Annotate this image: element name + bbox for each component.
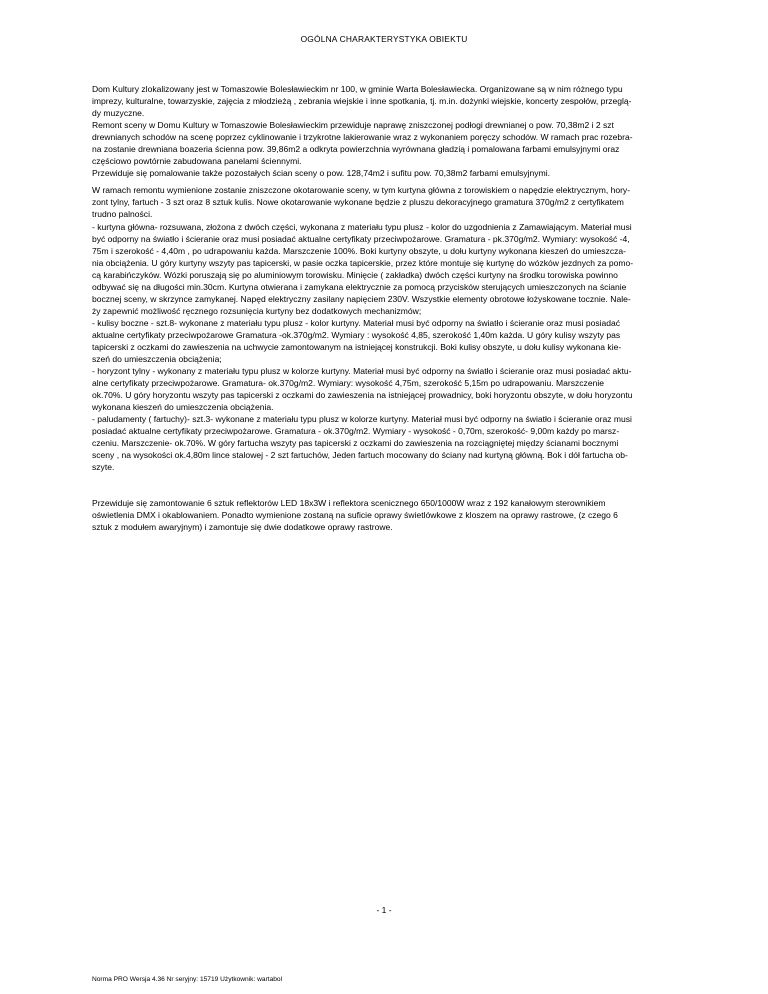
text-line: ży zapewnić możliwość ręcznego rozsunięcia kurtyny bez dodatkowych mechanizmów;: [92, 305, 422, 316]
text-line: 75m i szerokość - 4,40m , po udrapowaniu każda. Marszczenie 100%. Boki kurtyny obszyte, u dołu kurtyny wykonana kieszeń do umieszcza-: [92, 245, 626, 256]
text-line: drewnianych schodów na scenę poprzez cyklinowanie i trzykrotne lakierowanie wraz z wykonaniem poręczy schodów. W ramach prac rozebra-: [92, 132, 633, 143]
text-line: ok.70%. U góry horyzontu wszyty pas tapicerski z oczkami do zawieszenia na istniejącej prowadnicy, boki horyzontu obszyte, w dołu horyzontu: [92, 390, 633, 401]
text-line: czeniu. Marszczenie- ok.70%. W góry fartucha wszyty pas tapicerski z oczkami do zawieszenia na rozciągniętej między ścianami bocznymi: [92, 438, 619, 449]
text-line: sceny , na wysokości ok.4,80m lince stalowej - 2 szt fartuchów, Jeden fartuch mocowany do ściany nad kurtyną główną. Bok i dół fartucha ob-: [92, 450, 628, 461]
text-line: W ramach remontu wymienione zostanie zniszczone okotarowanie sceny, w tym kurtyna główna z torowiskiem o napędzie elektrycznym, hory-: [92, 185, 631, 196]
text-line: być odporny na światło i ścieranie oraz musi posiadać aktualne certyfikaty przeciwpożarowe. Gramatura - pk.370g/m2. Wymiary: wysokość -4,: [92, 233, 630, 244]
text-line: - kurtyna główna- rozsuwana, złożona z dwóch części, wykonana z materiału typu plusz - kolor do uzgodnienia z Zamawiającym. Materiał musi: [92, 221, 632, 232]
text-line: szyte.: [92, 462, 115, 473]
paragraph-overview: [92, 83, 706, 179]
text-line: sztuk z modułem awaryjnym) i zamontuje się dwie dodatkowe oprawy rastrowe.: [92, 521, 393, 532]
text-line: aktualne certyfikaty przeciwpożarowe Gramatura -ok.370g/m2. Wymiary : wysokość 4,85, szerokość 1,40m każda. U góry kulisy wszyty pas: [92, 329, 621, 340]
text-line: Remont sceny w Domu Kultury w Tomaszowie Bolesławieckim przewiduje naprawę zniszczonej podłogi drewnianej o pow. 70,38m2 i 2 szt: [92, 120, 614, 131]
page-title: OGÓLNA CHARAKTERYSTYKA OBIEKTU: [300, 34, 468, 44]
text-line: częściowo powtórnie zabudowana panelami ściennymi.: [92, 156, 302, 167]
text-line: bocznej sceny, w skrzynce zamykanej. Napęd elektryczny zasilany napięciem 230V. Wszystkie elementy obrotowe łożyskowane tocznie. Nale-: [92, 293, 631, 304]
text-line: Przewiduje się zamontowanie 6 sztuk reflektorów LED 18x3W i reflektora scenicznego 650/1000W wraz z 192 kanałowym sterownikiem: [92, 497, 606, 508]
text-line: wykonana kieszeń do umieszczenia obciążenia.: [92, 402, 274, 413]
page-number: - 1 -: [376, 905, 392, 915]
footer-software-info: Norma PRO Wersja 4.36 Nr seryjny: 15719 Użytkownik: wartabol: [92, 976, 283, 983]
text-line: odbywać się na długości min.30cm. Kurtyna otwierana i zamykana elektrycznie za pomocą przycisków sterujących umieszczonych na ścianie: [92, 281, 627, 292]
text-line: zont tylny, fartuch - 3 szt oraz 8 sztuk kulis. Nowe okotarowanie wykonane będzie z pluszu dekoracyjnego gramatura 370g/m2 z certyfikatem: [92, 197, 624, 208]
text-line: Przewiduje się pomalowanie także pozostałych ścian sceny o pow. 128,74m2 i sufitu pow. 70,38m2 farbami emulsyjnymi.: [92, 168, 550, 179]
document-body: [92, 83, 706, 533]
text-line: nia obciążenia. U góry kurtyny wszyty pas tapicerski, w pasie oczka tapicerskie, przez które montuje się kurtynę do wózków jezdnych za pomo-: [92, 257, 634, 268]
text-line: oświetlenia DMX i okablowaniem. Ponadto wymienione zostaną na suficie oprawy świetlówkowe z kloszem na oprawy rastrowe, (z czego 6: [92, 509, 618, 520]
text-line: trudno palności.: [92, 209, 153, 220]
text-line: - paludamenty ( fartuchy)- szt.3- wykonane z materiału typu plusz w kolorze kurtyny. Materiał musi być odporny na światło i ścieranie oraz musi: [92, 414, 632, 425]
text-line: posiadać aktualne certyfikaty przeciwpożarowe. Gramatura - ok.370g/m2. Wymiary - wysokość - 0,70m, szerokość- 9,00m każdy po marsz-: [92, 426, 620, 437]
paragraph-lighting: [92, 497, 706, 533]
text-line: - horyzont tylny - wykonany z materiału typu plusz w kolorze kurtyny. Materiał musi być odporny na światło i ścieranie oraz musi posiadać aktu-: [92, 366, 632, 377]
text-line: - kulisy boczne - szt.8- wykonane z materiału typu plusz - kolor kurtyny. Materiał musi być odporny na światło i ścieranie oraz musi posiadać: [92, 317, 621, 328]
text-line: dy muzyczne.: [92, 108, 145, 119]
text-line: imprezy, kulturalne, towarzyskie, zajęcia z młodzieżą , zebrania wiejskie i inne spotkania, tj. m.in. dożynki wiejskie, koncerty zespołów, przeglą-: [92, 96, 632, 107]
text-line: Dom Kultury zlokalizowany jest w Tomaszowie Bolesławieckim nr 100, w gminie Warta Bolesławiecka. Organizowane są w nim różnego typu: [92, 84, 623, 94]
text-line: szeń do umieszczenia obciążenia;: [92, 354, 222, 365]
paragraph-stage-curtains: [92, 184, 706, 473]
text-line: cą karabińczyków. Wózki poruszają się po aluminiowym torowisku. Minięcie ( zakładka) dwóch części kurtyny na środku torowiska powinno: [92, 269, 618, 280]
text-line: tapicerski z oczkami do zawieszenia na uchwycie zamontowanym na istniejącej konstrukcji. Boki kulisy obszyte, u dołu kulisy wykonana kie-: [92, 341, 622, 352]
text-line: alne certyfikaty przeciwpożarowe. Gramatura- ok.370g/m2. Wymiary: wysokość 4,75m, szerokość 5,15m po udrapowaniu. Marszczenie: [92, 378, 604, 389]
text-line: na zostanie drewniana boazeria ścienna pow. 39,86m2 a odkryta powierzchnia wyrównana gładzią i pomalowana farbami emulsyjnymi oraz: [92, 144, 620, 155]
